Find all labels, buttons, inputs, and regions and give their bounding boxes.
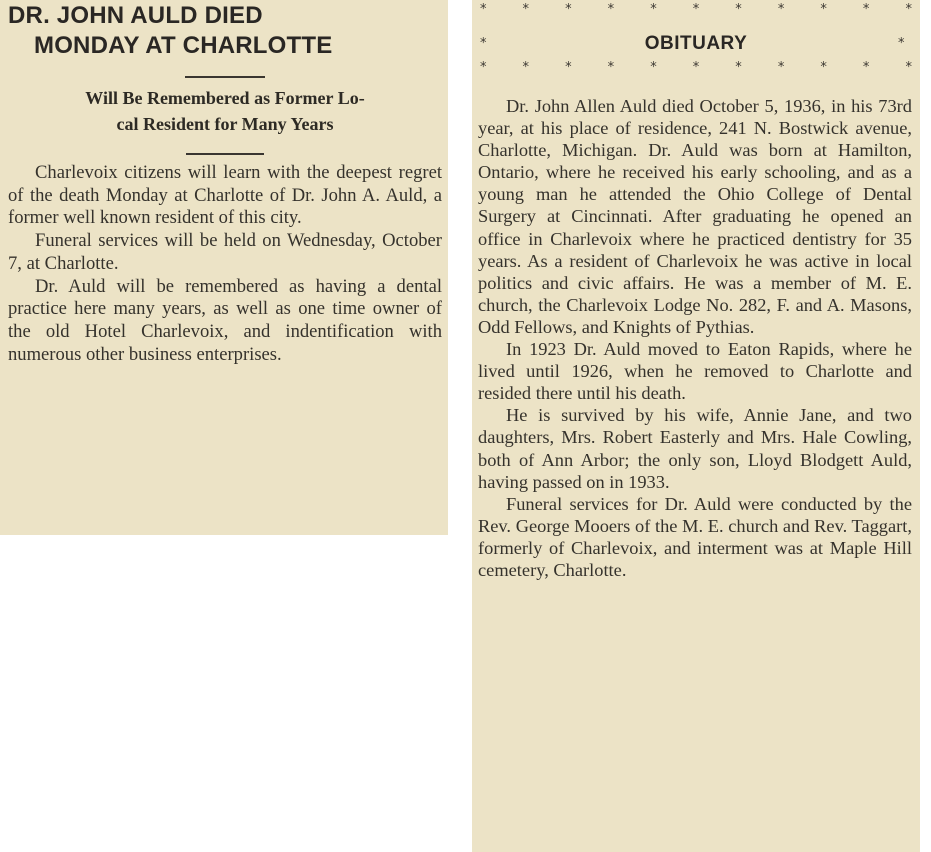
article-paragraph: Charlevoix citizens will learn with the deepest regret of the death Monday at Charlotte of Dr. John A. Auld, a former well known resident of this city. — [8, 162, 442, 229]
headline-line-1: DR. JOHN AULD DIED — [8, 2, 263, 29]
star-icon: * — [650, 60, 657, 75]
obituary-paragraph: Funeral services for Dr. Auld were conducted by the Rev. George Mooers of the M. E. church and Rev. Taggart, formerly of Charlevoix, and interment was at Maple Hill cemetery, Charlotte. — [478, 493, 912, 580]
star-icon: * — [692, 60, 700, 75]
obituary-title: OBITUARY — [644, 33, 748, 54]
star-icon: * — [862, 2, 870, 17]
star-icon: * — [905, 2, 912, 17]
star-border-top — [480, 2, 912, 16]
obituary-paragraph: He is survived by his wife, Annie Jane, and two daughters, Mrs. Robert Easterly and Mrs. Hale Cowling, both of Ann Arbor; the only son, Lloyd Blodgett Auld, having passed on in 1933. — [478, 405, 912, 492]
star-icon: * — [692, 2, 700, 17]
star-icon: * — [522, 60, 530, 75]
star-icon: * — [862, 60, 870, 75]
left-clipping — [0, 0, 448, 535]
star-icon: * — [777, 60, 785, 75]
obituary-paragraph: Dr. John Allen Auld died October 5, 1936, in his 73rd year, at his place of residence, 241 N. Bostwick avenue, Charlotte, Michigan. Dr. Auld was born at Hamilton, Ontario, where he received his early schooling, and as a young man he attended the Ohio College of Dental Surgery at Cincinnati. After graduating he opened an office in Charlevoix where he practiced dentistry for 35 years. As a resident of Charlevoix he was active in local politics and civic affairs. He was a member of M. E. church, the Charlevoix Lodge No. 282, F. and A. Masons, Odd Fellows, and Knights of Pythias. — [478, 96, 912, 337]
star-icon: * — [565, 2, 572, 17]
headline-line-2: MONDAY AT CHARLOTTE — [34, 32, 333, 59]
star-icon: * — [820, 60, 827, 75]
star-icon: * — [522, 2, 530, 17]
star-icon: * — [480, 36, 487, 51]
obituary-paragraph: In 1923 Dr. Auld moved to Eaton Rapids, where he lived until 1926, when he removed to Charlotte and resided there until his death. — [478, 339, 912, 404]
star-icon: * — [607, 2, 615, 17]
star-icon: * — [650, 2, 657, 17]
star-icon: * — [777, 2, 785, 17]
article-body — [8, 162, 442, 366]
subheadline-line-2: cal Resident for Many Years — [116, 114, 334, 134]
star-icon: * — [735, 60, 742, 75]
star-icon: * — [898, 36, 905, 51]
star-icon: * — [905, 60, 912, 75]
star-icon: * — [607, 60, 615, 75]
right-clipping — [472, 0, 920, 852]
subheadline-rule — [186, 153, 264, 155]
headline-rule — [185, 76, 265, 78]
article-paragraph: Funeral services will be held on Wednesday, October 7, at Charlotte. — [8, 230, 442, 274]
article-paragraph: Dr. Auld will be remembered as having a dental practice here many years, as well as one time owner of the old Hotel Charlevoix, and indentification with numerous other business enterprises. — [8, 275, 442, 365]
star-icon: * — [480, 60, 487, 75]
subheadline-line-1: Will Be Remembered as Former Lo- — [85, 88, 365, 108]
star-border-bottom — [480, 60, 912, 74]
star-icon: * — [735, 2, 742, 17]
obituary-body — [478, 95, 912, 581]
star-icon: * — [565, 60, 572, 75]
star-icon: * — [480, 2, 487, 17]
star-icon: * — [820, 2, 827, 17]
